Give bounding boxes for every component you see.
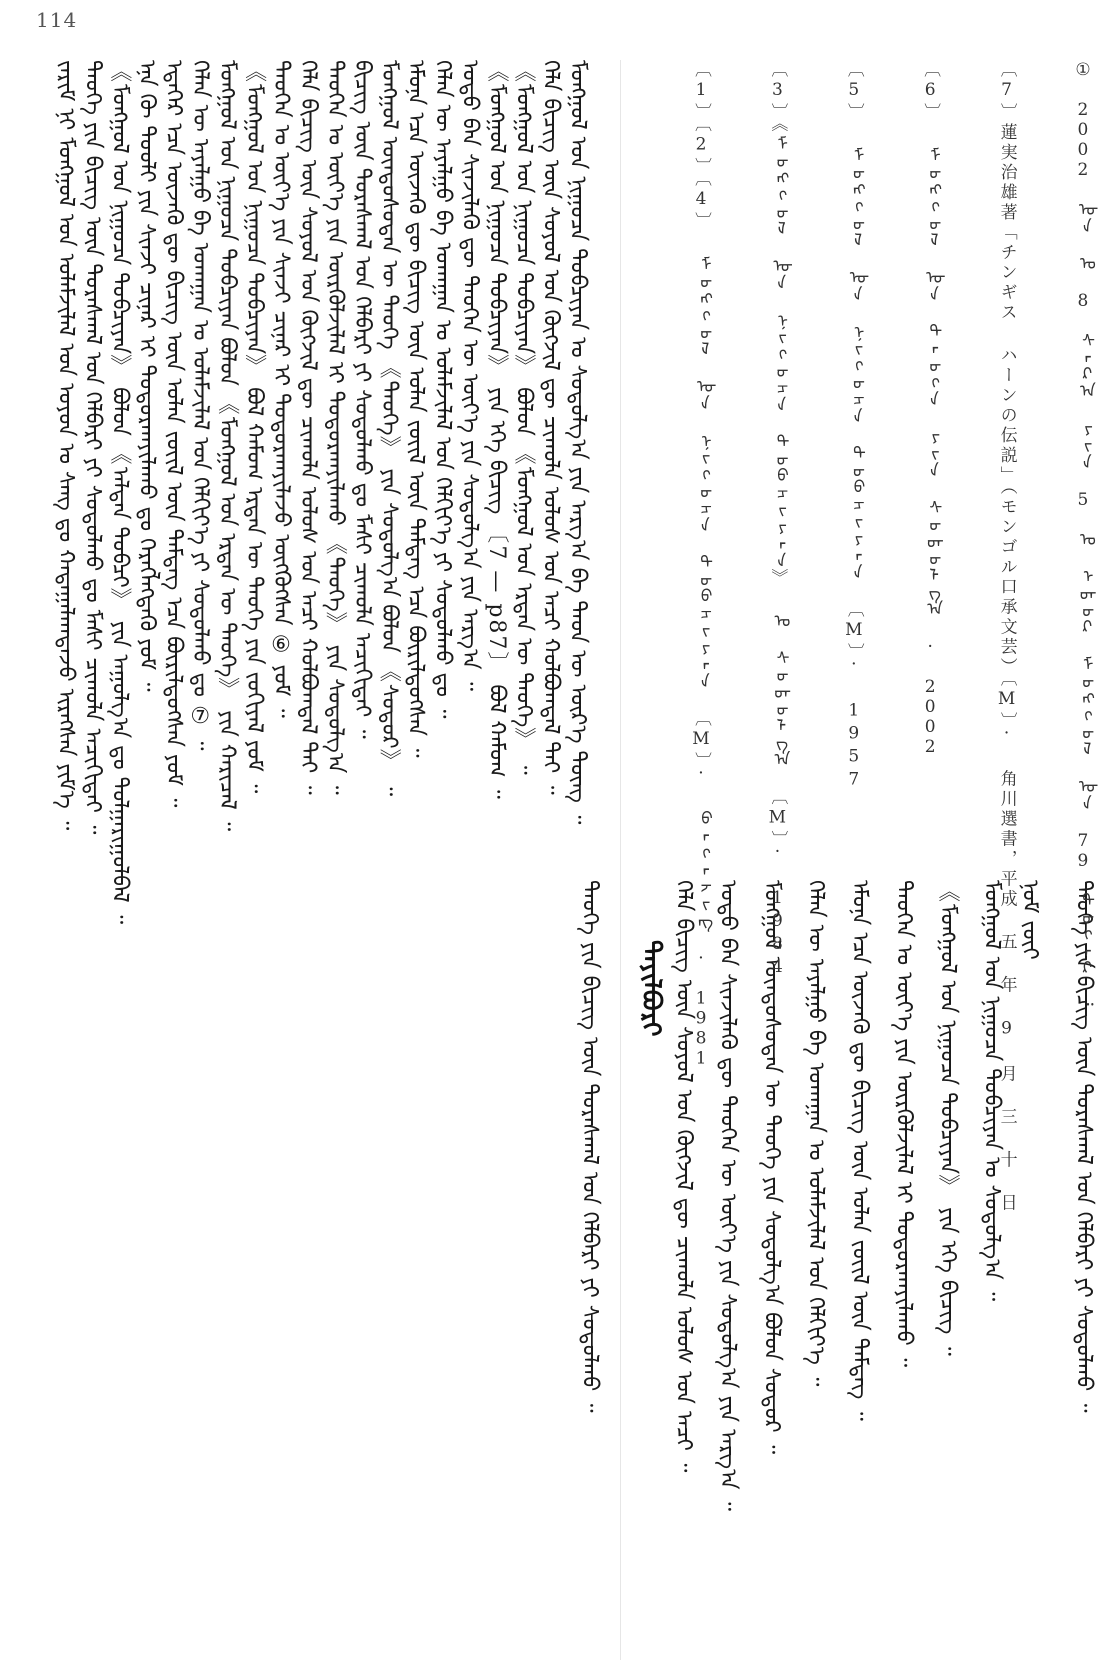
- text-column: 《ᠮᠣᠩᠭᠣᠯ ᠤᠨ ᠨᠢᠭᠤᠴᠠ ᠲᠣᠪᠴᠢᠶᠠᠨ》 ᠶᠢᠨ ᠡᠬᠡ ᠪᠢᠴᠢᠭ 〔7 — p87〕 ᠪᠣᠯ ᠬᠠᠮᠤᠭ ᠃: [484, 60, 509, 799]
- text-column: ᠮᠣᠩᠭᠣᠯ ᠤᠨ ᠨᠢᠭᠤᠴᠠ ᠲᠣᠪᠴᠢᠶᠠᠨ ᠤ ᠰᠤᠳᠤᠯᠭ᠎ᠠ ᠶᠢᠨ ᠠᠷᠭ᠎ᠠ ᠪᠠ ᠲᠡᠦᠨ ᠦ ᠦᠷ᠎ᠡ ᠳᠦᠩ ᠃: [564, 60, 590, 825]
- note-column: ᠮᠣᠩᠭᠣᠯ ᠦᠨᠳᠦᠰᠦᠲᠡᠨ ᠦ ᠲᠡᠦᠬᠡ ᠶᠢᠨ ᠰᠤᠳᠤᠯᠭ᠎ᠠ ᠪᠣᠯᠣᠨ ᠰᠤᠳᠤᠷ ᠃: [759, 880, 784, 1455]
- text-column: ᠬᠡᠯᠡᠨ ᠦ ᠠᠶᠠᠯᠭᠤ ᠪᠠ ᠤᠬᠠᠭᠠᠨ ᠤ ᠤᠯᠠᠮᠵᠢᠯᠠᠯ ᠤᠨ ᠬᠡᠯᠬᠢᠶ᠎ᠡ ᠶᠢ ᠰᠣᠳᠤᠯᠬᠤ ᠳᠤ ⑦ ᠃: [187, 60, 213, 751]
- note-column: ᠡᠮᠦᠨᠡ ᠡᠴᠡ ᠦᠵᠡᠬᠦ ᠳᠦ ᠪᠢᠴᠢᠭ ᠦᠨ ᠣᠯᠠᠨ ᠵᠦᠢᠯ ᠦᠨ ᠲᠡᠮᠳᠡᠭ ᠃: [847, 880, 872, 1421]
- note-column: 《ᠮᠣᠩᠭᠣᠯ ᠤᠨ ᠨᠢᠭᠤᠴᠠ ᠲᠣᠪᠴᠢᠶᠠᠨ》 ᠶᠢᠨ ᠡᠬᠡ ᠪᠢᠴᠢᠭ ᠃: [935, 880, 960, 1356]
- text-column: ᠬᠡᠯᠡᠨ ᠦ ᠠᠶᠠᠯᠭᠤ ᠪᠠ ᠤᠬᠠᠭᠠᠨ ᠤ ᠤᠯᠠᠮᠵᠢᠯᠠᠯ ᠤᠨ ᠬᠡᠯᠬᠢᠶ᠎ᠡ ᠶᠢ ᠰᠣᠳᠤᠯᠬᠤ ᠳᠤ ᠃: [430, 60, 456, 719]
- column-divider: [620, 60, 621, 1660]
- note-column: ᠲᠡᠦᠬᠡᠨ ᠤ ᠦᠶ᠎ᠡ ᠶᠢᠨ ᠦᠷᠭᠦᠯᠵᠢᠯᠡᠯ ᠢ ᠲᠣᠳᠤᠷᠬᠠᠶᠢᠯᠠᠬᠤ ᠃: [891, 880, 916, 1368]
- text-column: ᠡᠮᠦᠨᠡ ᠡᠴᠡ ᠦᠵᠡᠬᠦ ᠳᠦ ᠪᠢᠴᠢᠭ ᠦᠨ ᠣᠯᠠᠨ ᠵᠦᠢᠯ ᠦᠨ ᠲᠡᠮᠳᠡᠭ ᠡᠴᠡ ᠪᠦᠷᠢᠯᠳᠦᠭᠰᠡᠨ ᠃: [403, 60, 429, 758]
- note-column: ᠬᠡᠯᠡ ᠪᠢᠴᠢᠭ ᠦᠨ ᠰᠣᠶᠣᠯ ᠤᠨ ᠬᠥᠭᠵᠢᠯ ᠳᠦ ᠴᠢᠬᠤᠯᠠ ᠤᠯᠤᠰ ᠤᠨ ᠠᠴᠢ ᠃: [671, 880, 696, 1473]
- notes-heading: ᠲᠠᠶᠢᠯᠪᠤᠷᠢ: [636, 940, 666, 1037]
- text-column: ᠪᠢᠴᠢᠭ ᠦᠨ ᠳᠤᠷᠠᠰᠬᠠᠯ ᠤᠨ ᠬᠡᠯᠪᠡᠷᠢ ᠶᠢ ᠰᠣᠳᠤᠯᠬᠤ ᠳᠤ ᠮᠠᠰᠢ ᠴᠢᠬᠤᠯᠠ ᠠᠴᠢᠬᠢᠲᠠᠢ ᠃: [349, 60, 375, 739]
- text-column: ᠲᠡᠦᠬᠡᠨ ᠤ ᠦᠶ᠎ᠡ ᠶᠢᠨ ᠰᠢᠨᠵᠢ ᠴᠢᠨᠠᠷ ᠢ ᠲᠣᠳᠤᠷᠬᠠᠶᠢᠯᠠᠵᠤ ᠦᠭᠭᠦᠭᠰᠡᠨ ⑥ ᠶᠤᠮ ᠃: [268, 60, 294, 718]
- closing-text-block: [578, 880, 608, 1670]
- note-column: ᠮᠣᠩᠭᠣᠯ ᠤᠨ ᠨᠢᠭᠤᠴᠠ ᠲᠣᠪᠴᠢᠶᠠᠨ ᠤ ᠰᠤᠳᠤᠯᠭ᠎ᠠ ᠃: [979, 880, 1004, 1302]
- notes-block: [672, 880, 1002, 1670]
- text-column: 《ᠮᠣᠩᠭᠣᠯ ᠤᠨ ᠨᠢᠭᠤᠴᠠ ᠲᠣᠪᠴᠢᠶᠠᠨ》 ᠪᠣᠯᠣᠨ 《ᠠᠯᠲᠠᠨ ᠲᠣᠪᠴᠢ》 ᠶᠢᠨ ᠠᠭᠤᠯᠭ᠎ᠠ ᠳᠤ ᠲᠤᠯᠭᠠᠷᠢᠭᠤᠯᠪᠠᠯ ᠃: [106, 60, 132, 925]
- reference-item: 〔6〕 ᠮᠣᠩᠭᠣᠯ ᠤᠨ ᠲᠡᠦᠬᠡ ᠶᠢᠨ ᠰᠤᠳᠤᠯᠭ᠎ᠠ · 2002: [920, 60, 941, 757]
- note-column: ᠬᠡᠯᠡᠨ ᠦ ᠠᠶᠠᠯᠭᠤ ᠪᠠ ᠤᠬᠠᠭᠠᠨ ᠤ ᠤᠯᠠᠮᠵᠢᠯᠠᠯ ᠤᠨ ᠬᠡᠯᠬᠢᠶ᠎ᠡ ᠃: [803, 880, 828, 1387]
- note-column: ᠣᠳᠣ ᠪᠡᠨ ᠰᠢᠨᠵᠢᠯᠡᠬᠦ ᠳᠦ ᠲᠡᠦᠬᠡᠨ ᠦ ᠦᠶ᠎ᠡ ᠶᠢᠨ ᠰᠤᠳᠤᠯᠭ᠎ᠠ ᠶᠢᠨ ᠠᠷᠭ᠎ᠠ ᠃: [715, 880, 740, 1512]
- text-column: ᠲᠡᠦᠬᠡ ᠶᠢᠨ ᠪᠢᠴᠢᠭ ᠦᠨ ᠳᠤᠷᠠᠰᠬᠠᠯ ᠤᠨ ᠬᠡᠯᠪᠡᠷᠢ ᠶᠢ ᠰᠣᠳᠤᠯᠬᠤ ᠳᠤ ᠮᠠᠰᠢ ᠴᠢᠬᠤᠯᠠ ᠠᠴᠢᠬᠢᠲᠠᠢ ᠃: [79, 60, 105, 835]
- text-column: ᠬᠡᠯᠡ ᠪᠢᠴᠢᠭ ᠦᠨ ᠰᠣᠶᠣᠯ ᠤᠨ ᠬᠥᠭᠵᠢᠯ ᠳᠦ ᠴᠢᠬᠤᠯᠠ ᠤᠯᠤᠰ ᠤᠨ ᠠᠴᠢ ᠬᠣᠯᠪᠣᠭᠳᠠᠯ ᠲᠠᠢ ᠃: [537, 60, 563, 795]
- text-column: ᠲᠡᠦᠬᠡ ᠶᠢᠨ ᠪᠢᠴᠢᠭ ᠦᠨ ᠳᠤᠷᠠᠰᠬᠠᠯ ᠤᠨ ᠬᠡᠯᠪᠡᠷᠢ ᠶᠢ ᠰᠣᠳᠤᠯᠬᠤ ᠃: [1071, 880, 1096, 1413]
- reference-item: 〔3〕《ᠮᠣᠩᠭᠣᠯ ᠤᠨ ᠨᠢᠭᠤᠴᠠ ᠲᠣᠪᠴᠢᠶᠠᠨ》 ᠤ ᠰᠤᠳᠤᠯᠭ᠎ᠠ 〔M〕· 1984: [767, 60, 788, 980]
- text-column: ᠵᠠᠷᠢᠮ ᠨᠢ ᠮᠣᠩᠭᠣᠯ ᠤᠨ ᠤᠯᠠᠮᠵᠢᠯᠠᠯ ᠤᠨ ᠣᠶᠤᠨ ᠤ ᠰᠠᠩ ᠳᠤ ᠬᠠᠳᠠᠭᠠᠯᠠᠭᠳᠠᠵᠤ ᠢᠷᠡᠭᠰᠡᠨ ᠶᠢᠮ᠎ᠡ ᠃: [53, 60, 78, 831]
- text-column: ᠡᠨᠡ ᠬᠦ ᠲᠤᠤᠯᠢ ᠶᠢᠨ ᠰᠢᠨᠵᠢ ᠴᠢᠨᠠᠷ ᠢ ᠲᠣᠳᠤᠷᠬᠠᠶᠢᠯᠠᠬᠤ ᠳᠤ ᠬᠡᠷᠡᠭᠯᠡᠭᠳᠡᠬᠦ ᠶᠤᠮ ᠃: [133, 60, 159, 692]
- text-column: ᠡᠳᠡᠭᠡᠷ ᠡᠴᠡ ᠦᠵᠡᠬᠦ ᠳᠦ ᠪᠢᠴᠢᠭ ᠦᠨ ᠣᠯᠠᠨ ᠵᠦᠢᠯ ᠦᠨ ᠲᠡᠮᠳᠡᠭ ᠡᠴᠡ ᠪᠦᠷᠢᠯᠳᠦᠭᠰᠡᠨ ᠶᠤᠮ ᠃: [160, 60, 186, 808]
- main-text-block: [54, 60, 588, 1670]
- text-column: 《ᠮᠣᠩᠭᠣᠯ ᠤᠨ ᠨᠢᠭᠤᠴᠠ ᠲᠣᠪᠴᠢᠶᠠᠨ》 ᠪᠣᠯ ᠬᠠᠮᠤᠭ ᠡᠷᠲᠡᠨ ᠦ ᠲᠡᠦᠬᠡ ᠶᠢᠨ ᠵᠣᠬᠢᠶᠠᠯ ᠶᠤᠮ ᠃: [241, 60, 267, 794]
- reference-item: 〔1〕〔2〕〔4〕 ᠮᠣᠩᠭᠣᠯ ᠤᠨ ᠨᠢᠭᠤᠴᠠ ᠲᠣᠪᠴᠢᠶᠠᠨ 〔M〕· ᠪᠡᠭᠡᠵᠢᠩ · 1981: [691, 60, 711, 1069]
- reference-item: 〔5〕 ᠮᠣᠩᠭᠣᠯ ᠤᠨ ᠨᠢᠭᠤᠴᠠ ᠲᠣᠪᠴᠢᠶᠠᠨ 〔M〕· 1957: [843, 60, 864, 793]
- reference-item: 〔7〕蓮実治雄著「チンギス ハーンの伝説」（モンゴル口承文芸）〔M〕· 角川選書，平成 五 年 9 月 三 十 日: [996, 60, 1017, 1214]
- text-column: ᠲᠡᠦᠬᠡᠨ ᠤ ᠦᠶ᠎ᠡ ᠶᠢᠨ ᠦᠷᠭᠦᠯᠵᠢᠯᠡᠯ ᠢ ᠲᠣᠳᠤᠷᠬᠠᠶᠢᠯᠠᠬᠤ 《ᠲᠡᠦᠬᠡ》 ᠶᠢᠨ ᠰᠤᠳᠤᠯᠭ᠎ᠠ ᠃: [322, 60, 348, 795]
- page-number: 114: [36, 8, 78, 32]
- references-title: ᠨᠣᠮ ᠵᠦᠢ: [1017, 880, 1042, 960]
- reference-item: ① 2002 ᠣᠨ ᠤ 8 ᠰᠠᠷ᠎ᠠ ᠶᠢᠨ 5 ᠤ ᠡᠳᠦᠷ ᠮᠣᠩᠭᠣᠯ ᠤᠨ 79 ᠳᠤᠭᠠᠷ ᠃: [1072, 60, 1093, 1013]
- text-column: ᠮᠣᠩᠭᠣᠯ ᠦᠨᠳᠦᠰᠦᠲᠡᠨ ᠦ ᠲᠡᠦᠬᠡ 《ᠲᠡᠦᠬᠡ》 ᠶᠢᠨ ᠰᠤᠳᠤᠯᠭ᠎ᠠ ᠪᠣᠯᠣᠨ 《ᠰᠤᠳᠤᠷ》 ᠃: [376, 60, 402, 797]
- text-column: ᠮᠣᠩᠭᠣᠯ ᠤᠨ ᠨᠢᠭᠤᠴᠠ ᠲᠣᠪᠴᠢᠶᠠᠨ ᠪᠣᠯᠣᠨ 《ᠮᠣᠩᠭᠣᠯ ᠤᠨ ᠡᠷᠲᠡᠨ ᠦ ᠲᠡᠦᠬᠡ》 ᠶᠢᠨ ᠬᠠᠷᠢᠴᠠᠯ ᠃: [214, 60, 240, 832]
- text-column: 《ᠮᠣᠩᠭᠣᠯ ᠤᠨ ᠨᠢᠭᠤᠴᠠ ᠲᠣᠪᠴᠢᠶᠠᠨ》 ᠪᠣᠯᠣᠨ 《ᠮᠣᠩᠭᠣᠯ ᠤᠨ ᠡᠷᠲᠡᠨ ᠦ ᠲᠡᠦᠬᠡ》 ᠃: [510, 60, 536, 775]
- text-column: ᠬᠡᠯᠡ ᠪᠢᠴᠢᠭ ᠦᠨ ᠰᠣᠶᠣᠯ ᠤᠨ ᠬᠥᠭᠵᠢᠯ ᠳᠦ ᠴᠢᠬᠤᠯᠠ ᠤᠯᠤᠰ ᠤᠨ ᠠᠴᠢ ᠬᠣᠯᠪᠣᠭᠳᠠᠯ ᠲᠠᠢ ᠃: [295, 60, 321, 795]
- text-column: ᠲᠡᠦᠬᠡ ᠶᠢᠨ ᠪᠢᠴᠢᠭ ᠦᠨ ᠳᠤᠷᠠᠰᠬᠠᠯ ᠤᠨ ᠬᠡᠯᠪᠡᠷᠢ ᠶᠢ ᠰᠣᠳᠤᠯᠬᠤ ᠃: [577, 880, 602, 1413]
- text-column: ᠣᠳᠣ ᠪᠡᠨ ᠰᠢᠨᠵᠢᠯᠡᠬᠦ ᠳᠦ ᠲᠡᠦᠬᠡᠨ ᠦ ᠦᠶ᠎ᠡ ᠶᠢᠨ ᠰᠤᠳᠤᠯᠭ᠎ᠠ ᠶᠢᠨ ᠠᠷᠭ᠎ᠠ ᠃: [457, 60, 483, 692]
